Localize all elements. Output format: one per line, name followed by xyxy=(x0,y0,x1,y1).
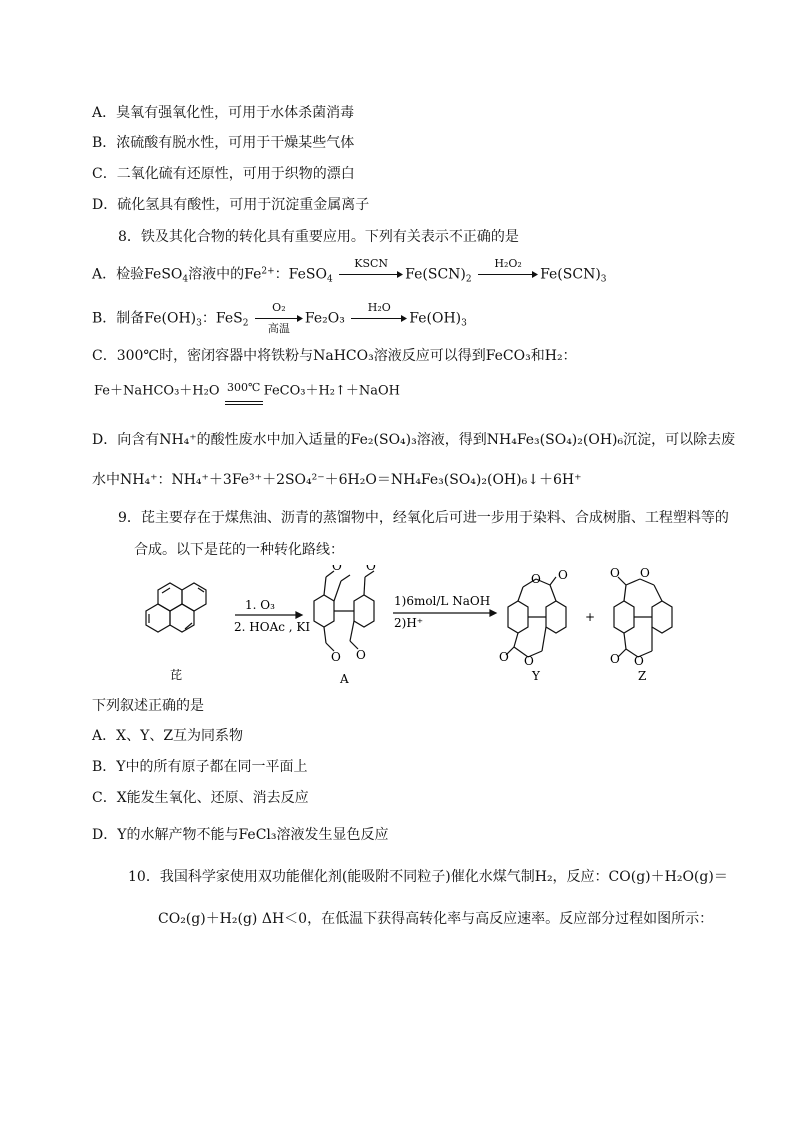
compound-z-structure xyxy=(614,577,672,657)
q8-option-b: B．制备$Fe(OH)_3$：FeS$_2$ O₂ 高温 Fe₂O₃ H₂O $Fe(OH)_3$ xyxy=(92,301,467,335)
q8-stem: 8．铁及其化合物的转化具有重要应用。下列有关表示不正确的是 xyxy=(118,229,519,245)
q8-option-c: C．300℃时，密闭容器中将铁粉与NaHCO₃溶液反应可以得到FeCO₃和H₂： xyxy=(92,348,577,364)
q8-option-d-line1: D．向含有NH₄⁺的酸性废水中加入适量的Fe₂(SO₄)₃溶液，得到NH₄Fe₃(SO₄)₂(OH)₆沉淀，可以除去废 xyxy=(92,432,736,448)
reaction-scheme xyxy=(118,565,718,695)
plus-sign: + xyxy=(585,610,596,624)
svg-text:O: O xyxy=(356,648,366,662)
reaction-arrow: O₂ 高温 xyxy=(255,302,303,335)
q9-option-c: C．X能发生氧化、还原、消去反应 xyxy=(92,790,309,806)
svg-text:O: O xyxy=(634,654,644,668)
q7-option-b: B．浓硫酸有脱水性，可用于干燥某些气体 xyxy=(92,135,355,151)
compound-a-structure xyxy=(314,571,374,651)
label-z: Z xyxy=(638,669,647,683)
q8-option-a: A．检验FeSO$_4$溶液中的$Fe^{2+}$：FeSO$_4$ KSCN $Fe(SCN)_2$ H₂O₂ $Fe(SCN)_3$ xyxy=(92,258,607,291)
q10-line2: CO₂(g)＋H₂(g) ΔH＜0，在低温下获得高转化率与高反应速率。反应部分过程如图所示： xyxy=(158,911,714,927)
svg-text:O: O xyxy=(531,572,541,586)
svg-text:O: O xyxy=(610,566,620,580)
svg-text:O: O xyxy=(524,654,534,668)
step1-reagent-top: 1. O₃ xyxy=(245,598,275,612)
q9-ask: 下列叙述正确的是 xyxy=(92,698,204,714)
svg-text:O: O xyxy=(366,565,376,573)
q10-line1: 10．我国科学家使用双功能催化剂(能吸附不同粒子)催化水煤气制H₂，反应：CO(g)＋H₂O(g)＝ xyxy=(128,869,728,885)
q9-stem-line1: 9．芘主要存在于煤焦油、沥青的蒸馏物中，经氧化后可进一步用于染料、合成树脂、工程塑料等的 xyxy=(118,510,729,526)
svg-text:O: O xyxy=(332,565,342,573)
svg-text:O: O xyxy=(499,650,509,664)
q7-option-a: A．臭氧有强氧化性，可用于水体杀菌消毒 xyxy=(92,105,355,121)
svg-text:O: O xyxy=(331,650,341,664)
q8-option-d-line2: 水中NH₄⁺：NH₄⁺＋3Fe³⁺＋2SO₄²⁻＋6H₂O＝NH₄Fe₃(SO₄)₂(OH)₆↓＋6H⁺ xyxy=(92,472,582,488)
compound-y-structure xyxy=(506,577,566,657)
q9-option-b: B．Y中的所有原子都在同一平面上 xyxy=(92,759,308,775)
step2-reagent-bottom: 2)H⁺ xyxy=(394,616,424,630)
reaction-arrow: H₂O xyxy=(351,302,407,335)
step1-reagent-bottom: 2. HOAc , KI xyxy=(234,620,311,634)
pyrene-structure xyxy=(146,583,206,632)
label-a: A xyxy=(340,672,349,686)
q8-option-c-equation: Fe＋NaHCO₃＋H₂O 300℃ FeCO₃＋H₂↑＋NaOH xyxy=(94,381,401,399)
label-pyrene: 芘 xyxy=(170,668,183,682)
reaction-arrow: KSCN xyxy=(339,258,403,291)
q9-option-d: D．Y的水解产物不能与FeCl₃溶液发生显色反应 xyxy=(92,827,389,843)
q7-option-c: C．二氧化硫有还原性，可用于织物的漂白 xyxy=(92,166,355,182)
label-y: Y xyxy=(532,669,540,683)
q9-stem-line2: 合成。以下是芘的一种转化路线： xyxy=(134,542,344,558)
step2-reagent-top: 1)6mol/L NaOH xyxy=(394,594,491,608)
q9-option-a: A．X、Y、Z互为同系物 xyxy=(92,728,244,744)
reaction-scheme-drawing xyxy=(118,565,718,695)
q7-option-d: D．硫化氢具有酸性，可用于沉淀重金属离子 xyxy=(92,197,370,213)
reaction-arrow: H₂O₂ xyxy=(478,258,538,291)
svg-text:O: O xyxy=(558,568,568,582)
svg-text:O: O xyxy=(610,652,620,666)
svg-text:O: O xyxy=(640,566,650,580)
